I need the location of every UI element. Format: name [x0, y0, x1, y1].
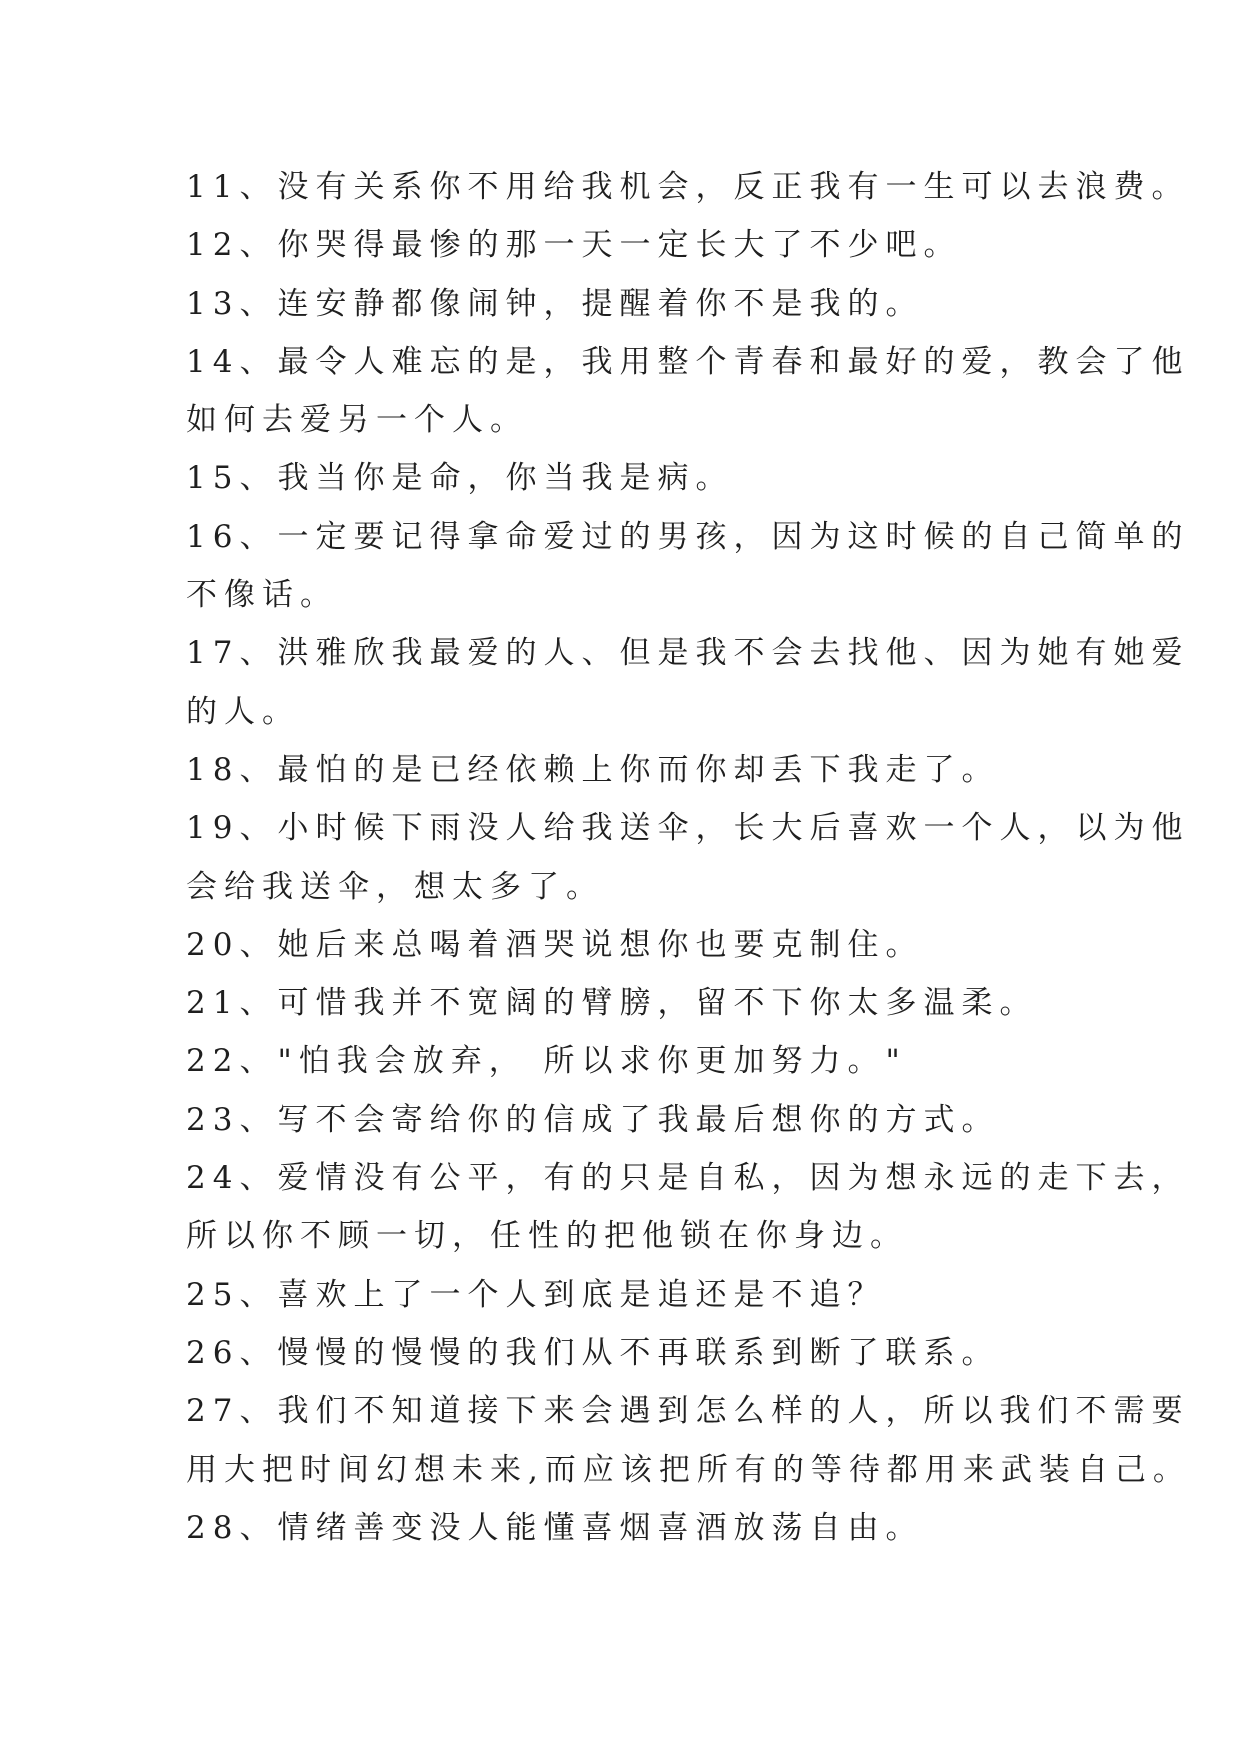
text-line: 不像话。: [186, 577, 338, 614]
document-body: [186, 158, 1191, 1557]
text-line: 15、我当你是命，你当我是病。: [186, 460, 734, 497]
text-line: 13、连安静都像闹钟，提醒着你不是我的。: [186, 285, 924, 322]
text-line: 25、喜欢上了一个人到底是追还是不追？: [186, 1276, 886, 1313]
text-line: 27、我们不知道接下来会遇到怎么样的人，所以我们不需要: [186, 1393, 1190, 1430]
text-line: 14、最令人难忘的是，我用整个青春和最好的爱，教会了他: [186, 343, 1190, 380]
text-line: 20、她后来总喝着酒哭说想你也要克制住。: [186, 926, 924, 963]
text-line: 19、小时候下雨没人给我送伞，长大后喜欢一个人，以为他: [186, 810, 1190, 847]
text-line: 11、没有关系你不用给我机会，反正我有一生可以去浪费。: [186, 169, 1190, 205]
text-line: 用大把时间幻想未来,而应该把所有的等待都用来武装自己。: [186, 1451, 1191, 1488]
text-line: 24、爱情没有公平，有的只是自私，因为想永远的走下去，: [186, 1160, 1190, 1197]
text-line: 16、一定要记得拿命爱过的男孩，因为这时候的自己简单的: [186, 518, 1190, 555]
text-line: 如何去爱另一个人。: [186, 402, 528, 439]
text-line: 12、你哭得最惨的那一天一定长大了不少吧。: [186, 227, 962, 264]
text-line: 26、慢慢的慢慢的我们从不再联系到断了联系。: [186, 1334, 1000, 1371]
text-line: 会给我送伞，想太多了。: [186, 868, 604, 905]
text-line: 的人。: [186, 693, 300, 730]
text-line: 21、可惜我并不宽阔的臂膀，留不下你太多温柔。: [186, 985, 1038, 1022]
text-line: 22、"怕我会放弃， 所以求你更加努力。": [186, 1043, 907, 1080]
text-line: 28、情绪善变没人能懂喜烟喜酒放荡自由。: [186, 1509, 924, 1546]
text-line: 17、洪雅欣我最爱的人、但是我不会去找他、因为她有她爱: [186, 635, 1190, 672]
text-line: 23、写不会寄给你的信成了我最后想你的方式。: [186, 1101, 1000, 1138]
text-line: 所以你不顾一切，任性的把他锁在你身边。: [186, 1218, 908, 1255]
text-line: 18、最怕的是已经依赖上你而你却丢下我走了。: [186, 751, 1000, 788]
